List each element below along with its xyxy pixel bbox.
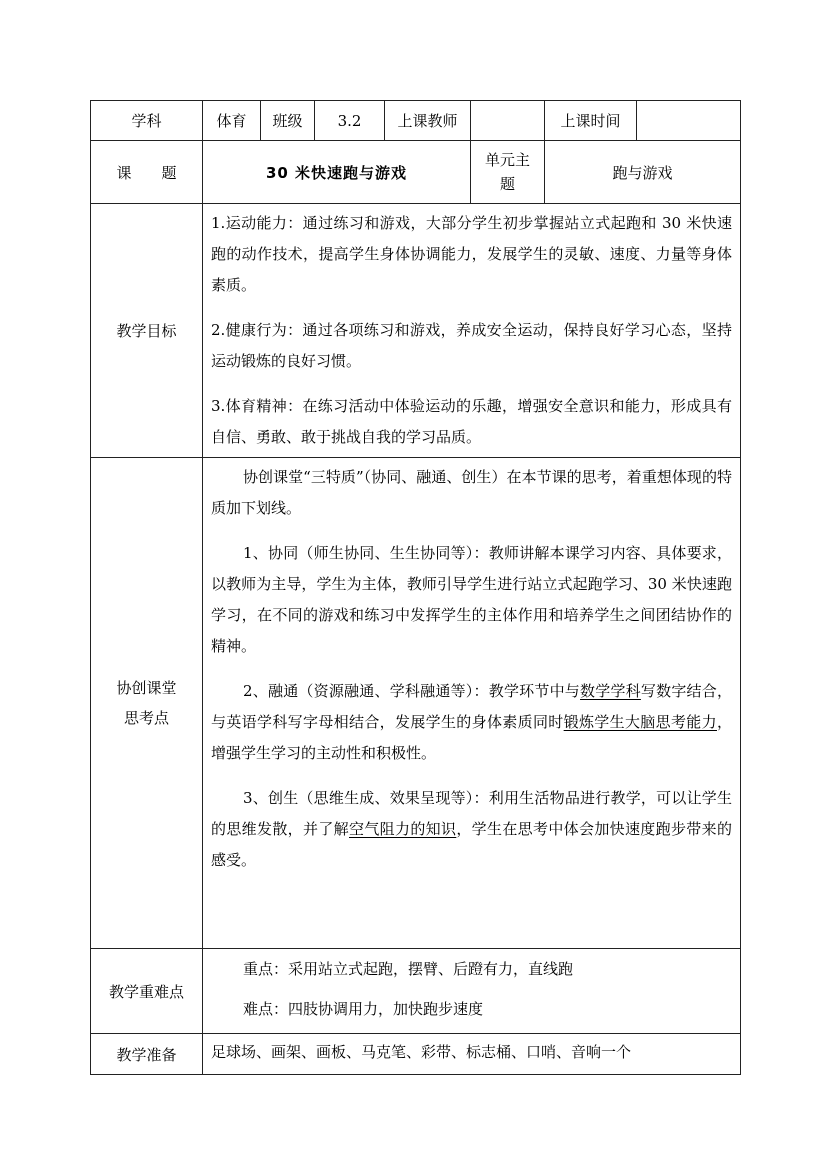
objective-item: 3.体育精神：在练习活动中体验运动的乐趣，增强安全意识和能力，形成具有自信、勇敢、敢于挑战自我的学习品质。 [211, 397, 732, 446]
teacher-value [471, 101, 545, 141]
collab-point-2-text: 2、融通（资源融通、学科融通等）：教学环节中与 [243, 682, 581, 700]
collab-label-line1: 协创课堂 [116, 679, 177, 697]
collab-point-1: 1、协同（师生协同、生生协同等）：教师讲解本课学习内容、具体要求，以教师为主导，学生为主体，教师引导学生进行站立式起跑学习、30 米快速跑学习，在不同的游戏和练习中发挥学生的主体作用和培养学生之间团结协作的精神。 [211, 544, 732, 655]
collab-point-3 [211, 783, 732, 876]
collab-label [91, 458, 203, 949]
objective-item: 1.运动能力：通过练习和游戏，大部分学生初步掌握站立式起跑和 30 米快速跑的动作技术，提高学生身体协调能力，发展学生的灵敏、速度、力量等身体素质。 [211, 214, 732, 294]
collab-point-2 [211, 676, 732, 769]
underlined-brain-thinking: 锻炼学生大脑思考能力 [563, 713, 717, 731]
time-value [637, 101, 741, 141]
teacher-label: 上课教师 [385, 101, 471, 141]
unit-theme-label: 单元主题 [471, 141, 545, 204]
unit-theme-value: 跑与游戏 [545, 141, 741, 204]
subject-value: 体育 [203, 101, 261, 141]
key-point: 重点：采用站立式起跑，摆臂、后蹬有力，直线跑 [243, 960, 574, 978]
prep-label: 教学准备 [91, 1034, 203, 1075]
lesson-title: 30 米快速跑与游戏 [203, 141, 471, 204]
subject-label: 学科 [91, 101, 203, 141]
collab-point-3-text: 3、创生（思维生成、效果呈现等）：利用生活物品进行教学，可以让学生的思维发散，并了解 [211, 789, 732, 838]
objectives-label: 教学目标 [91, 204, 203, 458]
collab-point-2-text: ，增强学生学习的主动性和积极性。 [211, 713, 732, 762]
underlined-air-resistance: 空气阻力的知识 [349, 820, 457, 838]
lesson-plan-table [90, 100, 741, 1075]
time-label: 上课时间 [545, 101, 637, 141]
prep-content: 足球场、画架、画板、马克笔、彩带、标志桶、口哨、音响一个 [203, 1034, 741, 1075]
difficult-point: 难点：四肢协调用力，加快跑步速度 [243, 1000, 484, 1018]
key-points-label: 教学重难点 [91, 949, 203, 1034]
topic-label: 课 题 [91, 141, 203, 204]
underlined-math-subject: 数学学科 [580, 682, 641, 700]
collab-content [203, 458, 741, 949]
collab-point-3-text: ，学生在思考中体会加快速度跑步带来的感受。 [211, 820, 732, 869]
key-points-content [203, 949, 741, 1034]
class-label: 班级 [261, 101, 315, 141]
collab-point-2-text: 写数字结合，与英语学科写字母相结合，发展学生的身体素质同时 [211, 682, 732, 731]
objective-item: 2.健康行为：通过各项练习和游戏，养成安全运动，保持良好学习心态，坚持运动锻炼的良好习惯。 [211, 321, 732, 370]
collab-intro: 协创课堂“三特质”（协同、融通、创生）在本节课的思考，着重想体现的特质加下划线。 [211, 468, 732, 517]
objectives-content [203, 204, 741, 458]
collab-label-line2: 思考点 [123, 709, 169, 727]
class-value: 3.2 [315, 101, 385, 141]
